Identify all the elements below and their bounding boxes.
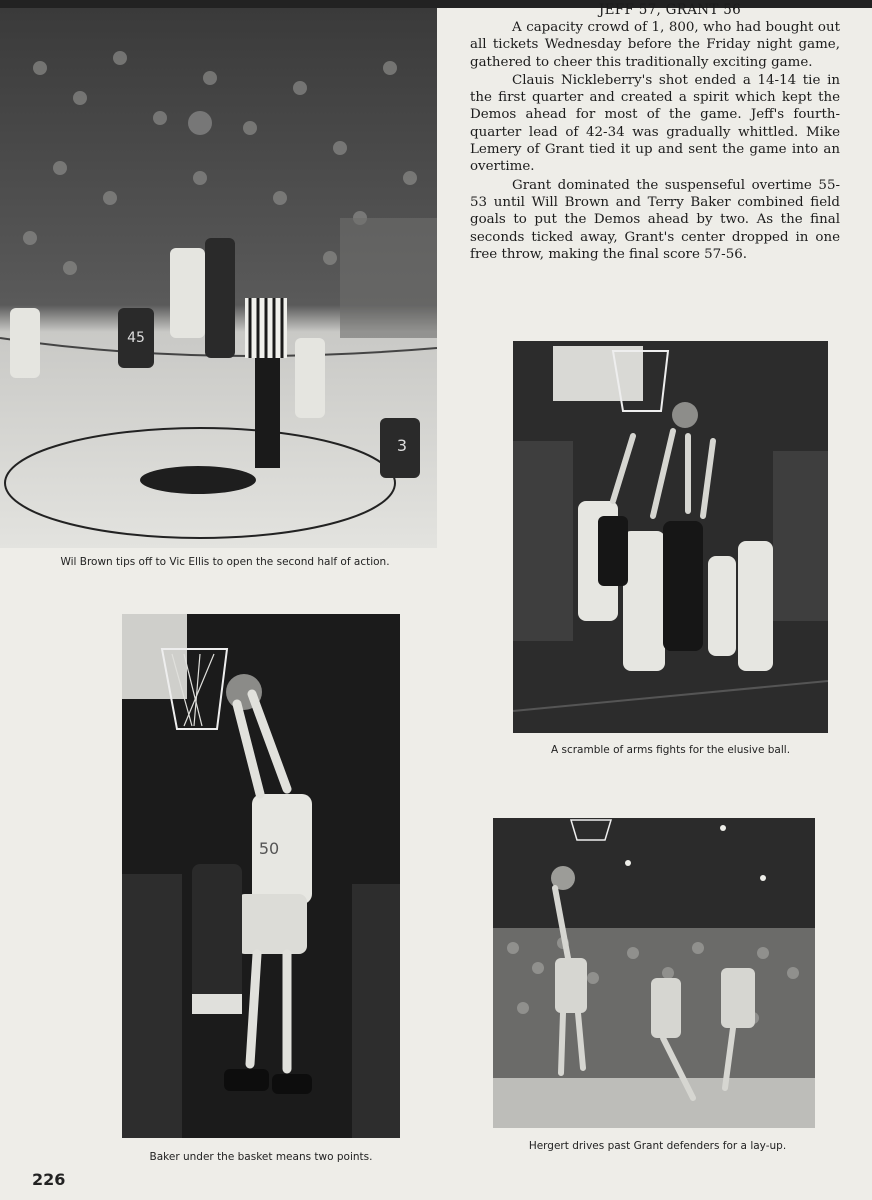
hergert-caption: Hergert drives past Grant defenders for a lay-up. <box>528 1140 787 1152</box>
article-paragraph-1: A capacity crowd of 1, 800, who had bought out all tickets Wednesday before the Friday night game, gathered to cheer this traditionally exciting game. <box>470 20 840 70</box>
scramble-photo <box>513 341 828 733</box>
tipoff-caption: Wil Brown tips off to Vic Ellis to open the second half of action. <box>60 556 390 568</box>
scramble-caption: A scramble of arms fights for the elusive ball. <box>550 744 791 756</box>
tipoff-photo <box>0 8 437 548</box>
hergert-photo <box>493 818 815 1128</box>
game-article <box>470 2 840 263</box>
jersey-number-3: 3 <box>396 436 408 455</box>
article-headline: JEFF 57, GRANT 56 <box>598 2 742 18</box>
jersey-number-45: 45 <box>127 330 145 346</box>
article-paragraph-3: Grant dominated the suspenseful overtime 55-53 until Will Brown and Terry Baker combined field goals to put the Demos ahead by two. As the final seconds ticked away, Grant's center dropped in one free throw, making the final score 57-56. <box>470 177 840 262</box>
page-number: 226 <box>32 1170 66 1189</box>
jersey-number-50: 50 <box>258 839 280 858</box>
article-paragraph-2: Clauis Nickleberry's shot ended a 14-14 tie in the first quarter and created a spirit which kept the Demos ahead for most of the game. Jeff's fourth-quarter lead of 42-34 was gradually whittled. Mike Lemery of Grant tied it up and sent the game into an overtime. <box>470 72 840 175</box>
baker-photo <box>122 614 400 1138</box>
baker-caption: Baker under the basket means two points. <box>149 1151 373 1163</box>
